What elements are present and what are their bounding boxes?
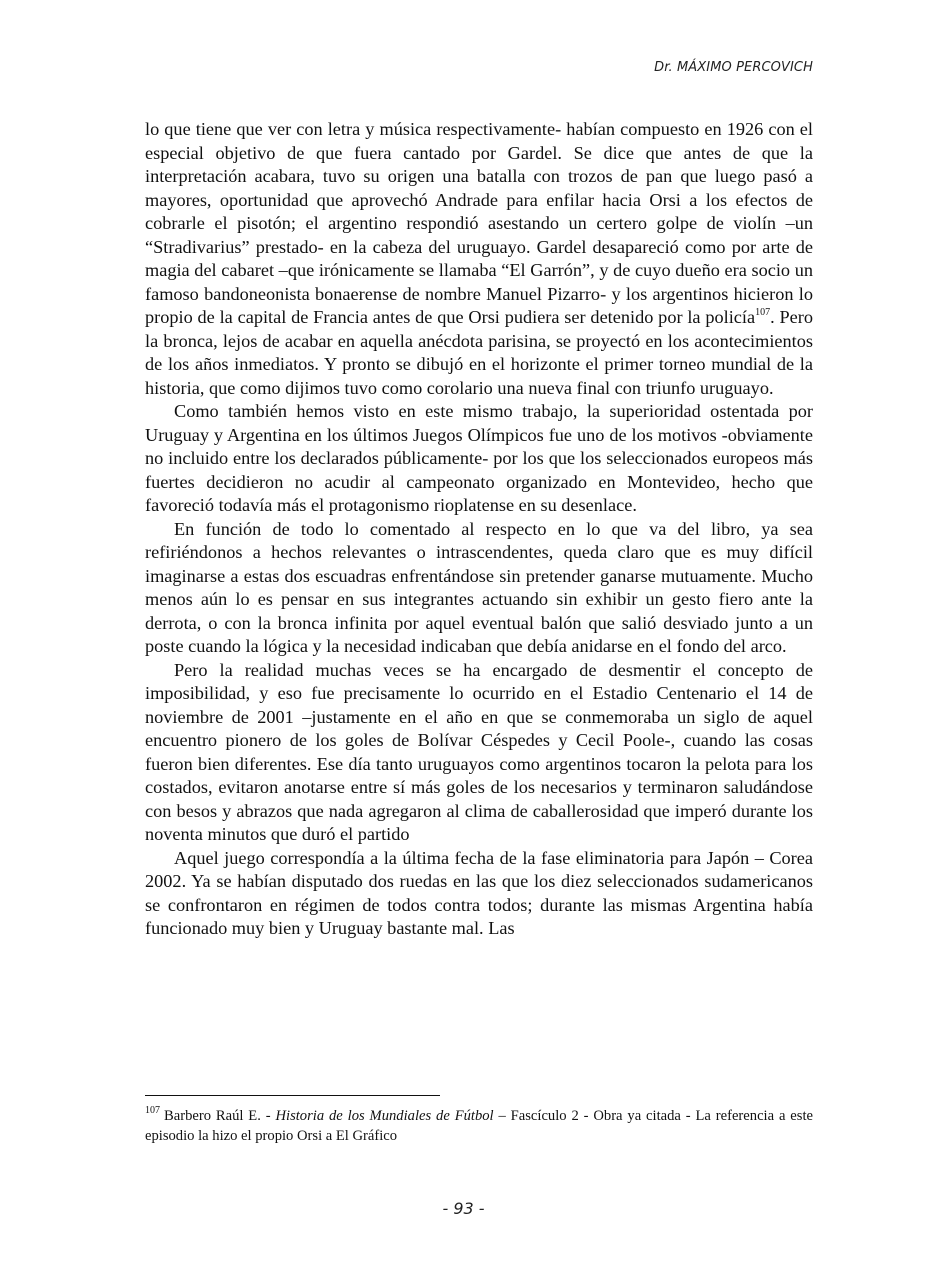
footnote-prefix: Barbero Raúl E. - [164, 1108, 276, 1124]
paragraph-1-part-1: lo que tiene que ver con letra y música respectivamente- habían compuesto en 1926 con el especial objetivo de que fuera cantado por Gardel. Se dice que antes de que la interpretación acabara, tuvo su origen una batalla con trozos de pan que luego pasó a mayores, oportunidad que aprovechó Andrade para enfilar hacia Orsi a los efectos de cobrarle el pisotón; el argentino respondió asestando un certero golpe de violín –un “Stradivarius” prestado- en la cabeza del uruguayo. Gardel desapareció como por arte de magia del cabaret –que irónicamente se llamaba “El Garrón”, y de cuyo dueño era socio un famoso bandoneonista bonaerense de nombre Manuel Pizarro- y los argentinos hicieron lo propio de la capital de Francia antes de que Orsi pudiera ser detenido por la policía [145, 119, 813, 327]
paragraph-3: En función de todo lo comentado al respecto en lo que va del libro, ya sea refiriéndonos a hechos relevantes o intrascendentes, queda claro que es muy difícil imaginarse a estas dos escuadras enfrentándose sin pretender ganarse mutuamente. Mucho menos aún lo es pensar en sus integrantes actuando sin exhibir un gesto fiero ante la derrota, o con la bronca infinita por aquel eventual balón que salió desviado junto a un poste cuando la lógica y la necesidad indicaban que debía anidarse en el fondo del arco. [145, 518, 813, 656]
footnote-number: 107 [145, 1105, 160, 1116]
footnote-suffix: – Fascículo 2 - Obra ya citada - La referencia a este episodio la hizo el propio Orsi a El Gráfico [145, 1108, 813, 1144]
footnote-reference[interactable]: 107 [755, 307, 771, 318]
paragraph-4: Pero la realidad muchas veces se ha encargado de desmentir el concepto de imposibilidad, y eso fue precisamente lo ocurrido en el Estadio Centenario el 14 de noviembre de 2001 –justamente en el año en que se conmemoraba un siglo de aquel encuentro pionero de los goles de Bolívar Céspedes y Cecil Poole-, cuando las cosas fueron bien diferentes. Ese día tanto uruguayos como argentinos tocaron la pelota para los costados, evitaron anotarse entre sí más goles de los necesarios y terminaron saludándose con besos y abrazos que nada agregaron al clima de caballerosidad que imperó durante los noventa minutos que duró el partido [145, 659, 813, 844]
footnote [145, 1106, 813, 1146]
running-header: Dr. MÁXIMO PERCOVICH [654, 60, 813, 75]
body-text [145, 118, 813, 941]
paragraph-2: Como también hemos visto en este mismo trabajo, la superioridad ostentada por Uruguay y Argentina en los últimos Juegos Olímpicos fue uno de los motivos -obviamente no incluido entre los declarados públicamente- por los que los seleccionados europeos más fuertes decidieron no acudir al campeonato organizado en Montevideo, hecho que favoreció todavía más el protagonismo rioplatense en su desenlace. [145, 401, 813, 515]
footnote-divider [145, 1095, 440, 1096]
paragraph-5: Aquel juego correspondía a la última fecha de la fase eliminatoria para Japón – Corea 2002. Ya se habían disputado dos ruedas en las que los diez seleccionados sudamericanos se confrontaron en régimen de todos contra todos; durante las mismas Argentina había funcionado muy bien y Uruguay bastante mal. Las [145, 847, 813, 938]
page-number: - 93 - [442, 1199, 485, 1218]
paragraph-1 [145, 118, 813, 400]
footnote-title: Historia de los Mundiales de Fútbol [275, 1108, 494, 1124]
paragraph-1-part-2: . Pero la bronca, lejos de acabar en aquella anécdota parisina, se proyectó en los acontecimientos de los años inmediatos. Y pronto se dibujó en el horizonte el primer torneo mundial de la historia, que como dijimos tuvo como corolario una nueva final con triunfo uruguayo. [145, 307, 813, 398]
